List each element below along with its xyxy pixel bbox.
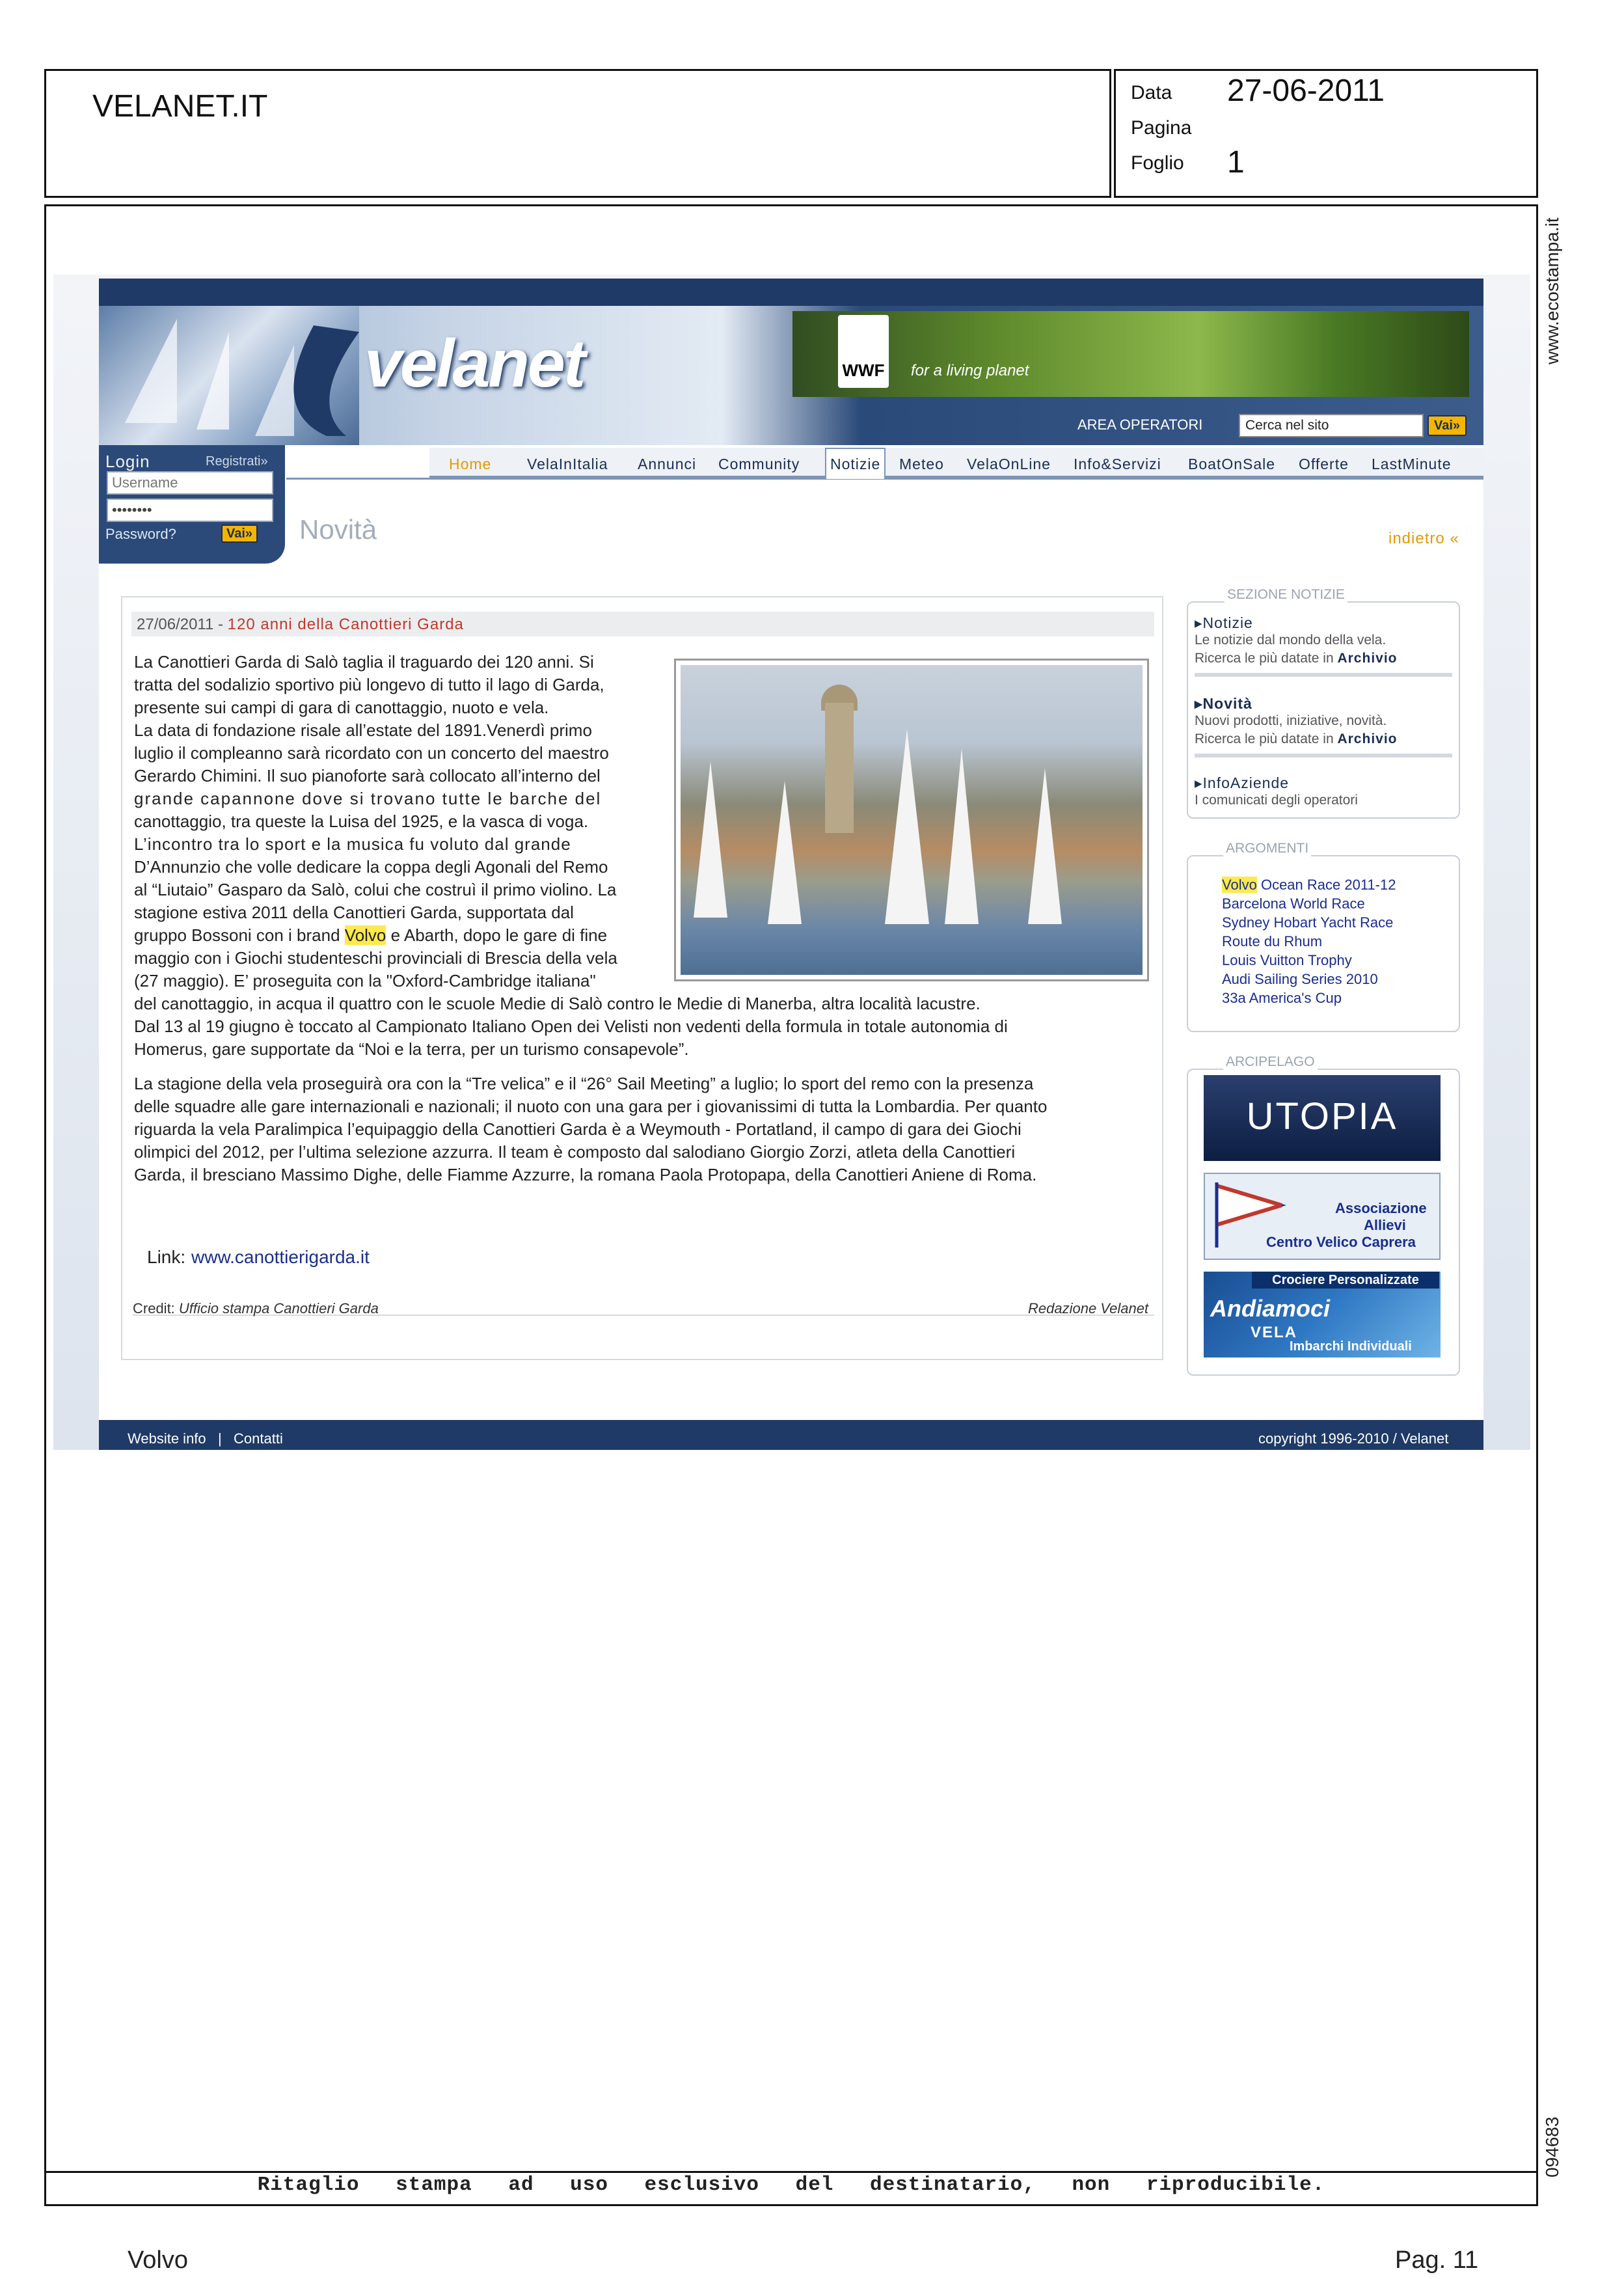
sidebar-separator: [1195, 673, 1452, 677]
article-body-full: [134, 992, 1162, 1061]
password-input[interactable]: [107, 498, 273, 522]
publication-title: VELANET.IT: [92, 89, 268, 124]
article-line: stagione estiva 2011 della Canottieri Garda, supportata dal: [134, 903, 574, 922]
back-link[interactable]: indietro «: [1388, 530, 1459, 547]
article-line: delle squadre alle gare internazionali e nazionali; il nuoto con una gara per i giovanissimi di tutta la Lombardia. Per quanto: [134, 1097, 1048, 1116]
banner-sails-image: [99, 306, 359, 445]
brand-highlight: Volvo: [344, 925, 386, 945]
ad-associazione-allievi[interactable]: [1204, 1173, 1441, 1260]
article-credit: [133, 1300, 379, 1317]
register-link[interactable]: Registrati»: [206, 454, 268, 469]
article-line: olimpici del 2012, per l’ultima selezione azzurra. Il team è composto dal salodiano Giorgio Zorzi, atleta della Canottieri: [134, 1142, 1016, 1162]
assoc-line-1: Associazione: [1335, 1200, 1427, 1216]
footer-copyright: copyright 1996-2010 / Velanet: [1258, 1430, 1449, 1447]
argomento-link[interactable]: 33a America's Cup: [1222, 990, 1342, 1006]
article-body-para2: [134, 1072, 1162, 1186]
sidebar-notizie-desc: [1195, 631, 1398, 668]
nav-notizie[interactable]: Notizie: [825, 448, 886, 479]
argomento-link[interactable]: Sydney Hobart Yacht Race: [1222, 914, 1394, 931]
nav-meteo[interactable]: Meteo: [899, 456, 944, 472]
article-line: La Canottieri Garda di Salò taglia il traguardo dei 120 anni. Si: [134, 652, 594, 672]
article-line: maggio con i Giochi studenteschi provinciali di Brescia della vela: [134, 948, 617, 968]
vela-line-3: VELA: [1251, 1324, 1298, 1341]
article-line: presente sui campi di gara di canottaggio, nuoto e vela.: [134, 698, 549, 717]
wwf-ad-banner[interactable]: [792, 311, 1469, 397]
velanet-logo[interactable]: velanet: [364, 326, 584, 402]
sidebar-sezione-head: SEZIONE NOTIZIE: [1225, 587, 1347, 603]
nav-velaonline[interactable]: VelaOnLine: [967, 456, 1051, 472]
article-line: D’Annunzio che volle dedicare la coppa degli Agonali del Remo: [134, 857, 608, 877]
site-search-input[interactable]: [1239, 414, 1424, 437]
nav-boatonsale[interactable]: BoatOnSale: [1188, 456, 1276, 472]
reproduction-notice: Ritaglio stampa ad uso esclusivo del destinatario, non riproducibile.: [257, 2174, 1325, 2196]
sidebar-novita-desc: [1195, 712, 1398, 748]
sidebar-notizie-title[interactable]: ▸Notizie: [1195, 614, 1253, 631]
sidebar-infoaziende-desc: I comunicati degli operatori: [1195, 793, 1358, 808]
article-line: del canottaggio, in acqua il quattro con le scuole Medie di Salò contro le Medie di Manerba, altra località lacustre.: [134, 994, 981, 1013]
notizie-title-text: Notizie: [1202, 614, 1253, 631]
argomento-link[interactable]: Route du Rhum: [1222, 933, 1323, 949]
page-number: Pag. 11: [1395, 2246, 1479, 2274]
vela-line-4: Imbarchi Individuali: [1290, 1339, 1412, 1354]
article-line: (27 maggio). E’ proseguita con la "Oxford-Cambridge italiana": [134, 971, 596, 990]
infoaziende-title-text: InfoAziende: [1202, 774, 1290, 791]
photo-sail: [694, 761, 727, 918]
sidebar-argomenti-head: ARGOMENTI: [1223, 841, 1311, 856]
vela-line-2: Andiamoci: [1210, 1295, 1331, 1322]
argomento-rest: Ocean Race 2011-12: [1260, 877, 1396, 893]
section-title: Novità: [299, 514, 377, 545]
argomento-link[interactable]: Louis Vuitton Trophy: [1222, 952, 1352, 968]
argomento-brand: Volvo: [1222, 877, 1257, 893]
nav-offerte[interactable]: Offerte: [1299, 456, 1349, 472]
brand-line-post: e Abarth, dopo le gare di fine: [390, 925, 608, 945]
article-line: riguarda la vela Paralimpica l’equipaggio della Canottieri Garda è a Weymouth - Portatland, il campo di gara dei Giochi: [134, 1119, 1022, 1139]
notizie-desc-text: Le notizie dal mondo della vela.: [1195, 633, 1387, 648]
ricerca-text: Ricerca le più datate in: [1195, 731, 1334, 746]
sidebar-novita-title[interactable]: ▸Novità: [1195, 695, 1252, 712]
article-line: [134, 924, 665, 947]
foglio-value: 1: [1227, 145, 1245, 180]
article-line: Garda, il bresciano Massimo Dighe, delle Fiamme Azzurre, la romana Paola Protopapa, della Canottieri Aniene di Roma.: [134, 1165, 1037, 1184]
ad-utopia[interactable]: UTOPIA: [1204, 1075, 1441, 1161]
ad-andiamoci-vela[interactable]: [1204, 1272, 1441, 1358]
nav-community[interactable]: Community: [718, 456, 800, 472]
photo-sail: [768, 781, 802, 924]
archivio-link[interactable]: Archivio: [1337, 731, 1398, 746]
footer-links[interactable]: Website info | Contatti: [128, 1430, 283, 1447]
article-date: 27/06/2011 -: [137, 616, 223, 633]
area-operatori-link[interactable]: AREA OPERATORI: [1077, 416, 1203, 433]
assoc-line-3: Centro Velico Caprera: [1266, 1234, 1416, 1250]
brand-line-pre: gruppo Bossoni con i brand: [134, 925, 340, 945]
novita-desc-text: Nuovi prodotti, iniziative, novità.: [1195, 713, 1387, 728]
argomento-link[interactable]: Barcelona World Race: [1222, 895, 1365, 912]
nav-annunci[interactable]: Annunci: [638, 456, 697, 472]
credit-value: Ufficio stampa Canottieri Garda: [178, 1300, 379, 1317]
notice-divider: [44, 2171, 1538, 2173]
article-line: canottaggio, tra queste la Luisa del 1925, e la vasca di voga.: [134, 812, 589, 831]
clipping-keyword: Volvo: [128, 2246, 188, 2274]
photo-sail: [945, 748, 979, 924]
article-line: Homerus, gare supportate da “Noi e la terra, per un turismo consapevole”.: [134, 1039, 689, 1059]
nav-home[interactable]: Home: [449, 456, 492, 472]
article-header: [131, 612, 1154, 636]
nav-lastminute[interactable]: LastMinute: [1372, 456, 1452, 472]
novita-archive-line: [1195, 730, 1398, 748]
assoc-line-2: Allievi: [1364, 1217, 1406, 1233]
photo-bell-tower: [825, 703, 854, 833]
vela-line-1: Crociere Personalizzate: [1252, 1272, 1439, 1289]
site-topbar: [99, 279, 1483, 306]
data-label: Data: [1131, 82, 1172, 103]
photo-sail: [885, 729, 929, 924]
article-link-label: Link:: [147, 1247, 186, 1267]
login-go-button[interactable]: Vai»: [221, 525, 258, 543]
article-line: La stagione della vela proseguirà ora con la “Tre velica” e il “26° Sail Meeting” a luglio; lo sport del remo con la presenza: [134, 1074, 1034, 1093]
article-line: tratta del sodalizio sportivo più longevo di tutto il lago di Garda,: [134, 675, 604, 694]
archivio-link[interactable]: Archivio: [1337, 651, 1398, 666]
sidebar-arcipelago-head: ARCIPELAGO: [1223, 1054, 1318, 1070]
sidebar-infoaziende-title[interactable]: ▸InfoAziende: [1195, 774, 1290, 791]
article-line: al “Liutaio” Gasparo da Salò, colui che costruì il primo violino. La: [134, 880, 617, 899]
notizie-archive-line: [1195, 649, 1398, 668]
article-signature: Redazione Velanet: [1028, 1300, 1149, 1317]
ricerca-text: Ricerca le più datate in: [1195, 651, 1334, 666]
credit-label: Credit:: [133, 1300, 175, 1317]
nav-velainitalia[interactable]: VelaInItalia: [527, 456, 608, 472]
login-title: Login: [105, 452, 150, 471]
date-value: 27-06-2011: [1227, 74, 1385, 108]
article-link-url[interactable]: www.canottierigarda.it: [191, 1247, 370, 1267]
article-line: grande capannone dove si trovano tutte le barche del: [134, 789, 602, 808]
photo-sail: [1028, 768, 1062, 924]
article-line: La data di fondazione risale all’estate del 1891.Venerdì primo: [134, 720, 592, 740]
wwf-panda-logo: WWF: [838, 315, 889, 388]
argomento-link[interactable]: Audi Sailing Series 2010: [1222, 971, 1378, 987]
novita-title-text: Novità: [1202, 695, 1252, 712]
article-title: 120 anni della Canottieri Garda: [227, 616, 464, 633]
argomento-link[interactable]: [1222, 876, 1396, 894]
article-line: Dal 13 al 19 giugno è toccato al Campionato Italiano Open dei Velisti non vedenti della formula in totale autonomia di: [134, 1017, 1008, 1036]
article-line: L’incontro tra lo sport e la musica fu voluto dal grande: [134, 834, 571, 854]
sidebar-separator: [1195, 754, 1452, 757]
article-body-left: [134, 651, 665, 992]
nav-info-servizi[interactable]: Info&Servizi: [1074, 456, 1161, 472]
wwf-slogan: for a living planet: [911, 362, 1029, 379]
clipping-code: 094683: [1542, 2116, 1562, 2177]
username-input[interactable]: [107, 471, 273, 495]
pagina-label: Pagina: [1131, 117, 1192, 139]
ecostampa-url: www.ecostampa.it: [1542, 217, 1562, 364]
sails-illustration: [99, 306, 359, 445]
foglio-label: Foglio: [1131, 152, 1184, 174]
article-line: luglio il compleanno sarà ricordato con un concerto del maestro: [134, 743, 609, 763]
password-recovery-link[interactable]: Password?: [105, 526, 176, 542]
search-go-button[interactable]: Vai»: [1428, 415, 1467, 436]
article-line: Gerardo Chimini. Il suo pianoforte sarà collocato all’interno del: [134, 766, 601, 785]
